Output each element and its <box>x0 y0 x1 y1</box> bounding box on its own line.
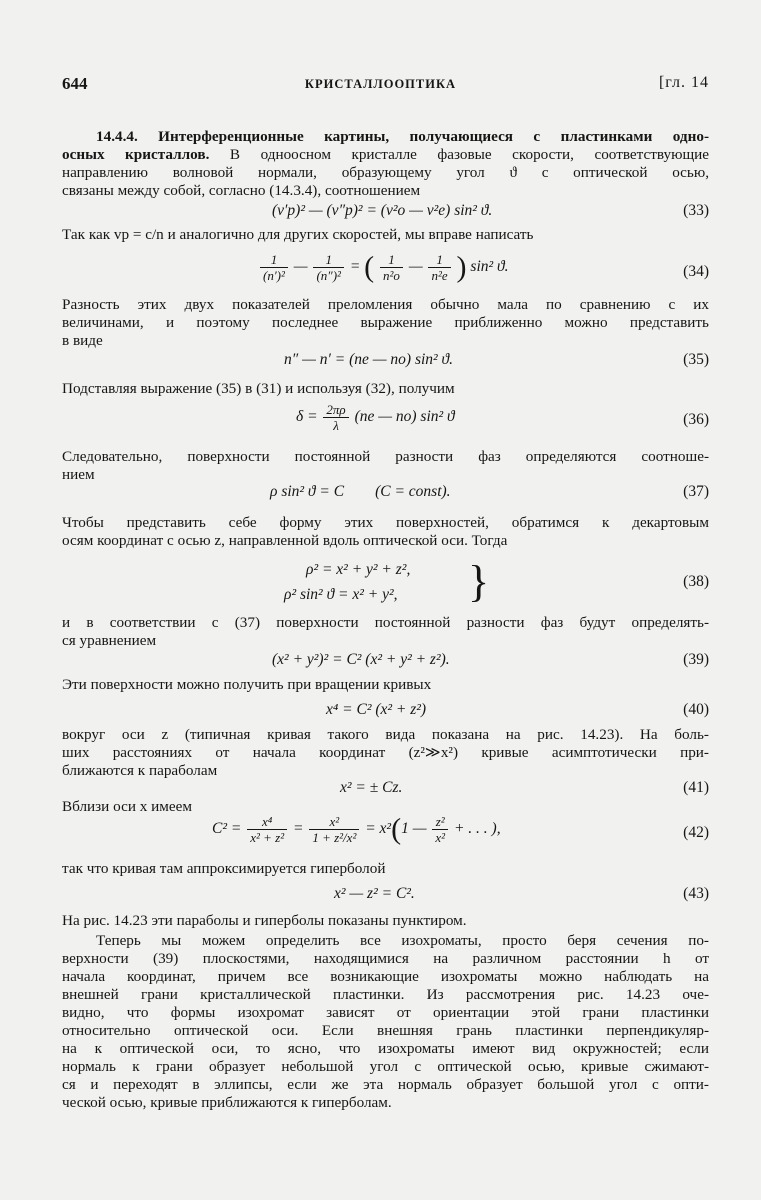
text-line: ся уравнением <box>62 632 157 649</box>
equation-number: (34) <box>683 263 709 280</box>
equation-42: C² = $\frac{\text{x⁴}}{\text{x² + z²}}$ = $\frac{\text{x²}}{\text{1 + z²/x²}}$ = x²(1 — $\frac{\text{z²}}{\text{x²}}$ + . . . ), (42) <box>212 812 709 846</box>
section-text-line3: связаны между собой, согласно (14.3.4), соотношением <box>62 182 421 199</box>
equation-34: $\frac{1}{\text{(n′)²}}$ — $\frac{1}{\text{(n″)²}}$ = ( $\frac{1}{\text{n²o}}$ — $\frac{1}{\text{n²e}}$ ) sin² ϑ. (34) <box>0 252 761 292</box>
section-heading-line2 <box>62 146 709 164</box>
equation-number: (42) <box>683 824 709 841</box>
chapter-reference: [гл. 14 <box>658 74 709 91</box>
equation-number: (35) <box>683 351 709 368</box>
paragraph-line: верхности (39) плоскостями, находящимися на различном расстоянии h от <box>62 950 709 967</box>
section-heading-cont: осных кристаллов. <box>62 146 210 163</box>
text-line: ших расстояниях от начала координат (z²≫x²) кривые асимптотически при- <box>62 744 709 761</box>
text-line: Подставляя выражение (35) в (31) и используя (32), получим <box>62 380 455 397</box>
text-line: нием <box>62 466 95 483</box>
page-number: 644 <box>62 74 88 93</box>
section-text-line1: В одноосном кристалле фазовые скорости, соответствующие <box>229 146 710 163</box>
section-heading: 14.4.4. Интерференционные картины, получающиеся с пластинками одно- <box>96 128 709 145</box>
text-line: Эти поверхности можно получить при вращении кривых <box>62 676 432 693</box>
text-line: Разность этих двух показателей преломления обычно мала по сравнению с их <box>62 296 709 313</box>
book-page: 644 КРИСТАЛЛООПТИКА [гл. 14 14.4.4. Интерференционные картины, получающиеся с пластинками одно- осных кристаллов. В одноосном кристалле фазовые скорости, соответствующие направлению волновой нормали, образующему угол ϑ с оптической осью, связаны между собой, согласно (14.3.4), соотношением (v′p)² — (v″p)² = (v²o — v²e) sin² ϑ. (33) Так как vp = c/n и аналогично для других скоростей, мы вправе написать $\frac{1}{\text{(n′)²}}$ — $\frac{1}{\text{(n″)²}}$ = ( $\frac{1}{\text{n²o}}$ — $\frac{1}{\text{n²e}}$ ) sin² ϑ. (34) Разность этих двух показателей преломления обычно мала по сравнению с их величинами, и поэтому последнее выражение приближенно можно представить в виде n″ — n′ = (ne — no) sin² ϑ. (35) Подставляя выражение (35) в (31) и используя (32), получим δ = $\frac{2\pi\rho}{\lambda}$ (ne — no) sin² ϑ (36) Следовательно, поверхности постоянной разности фаз определяются соотноше- нием ρ sin² ϑ = C (C = const). (37) Чтобы представить себе форму этих поверхностей, обратимся к декартовым осям координат с осью z, направленной вдоль оптической оси. Тогда ρ² = x² + y² + z², ρ² sin² ϑ = x² + y², } (38) и в соответствии с (37) поверхности постоянной разности фаз будут определять- ся уравнением (x² + y²)² = C² (x² + y² + z²). (39) Эти поверхности можно получить при вращении кривых x⁴ = C² (x² + z²) (40) вокруг оси z (типичная кривая такого вида показана на рис. 14.23). На боль- ших расстояниях от начала координат (z²≫x²) кривые асимптотически при- ближаются к параболам x² = ± Cz. (41) Вблизи оси x имеем C² = $\frac{\text{x⁴}}{\text{x² + z²}}$ = $\frac{\text{x²}}{\text{1 + z²/x²}}$ = x²(1 — $\frac{\text{z²}}{\text{x²}}$ + . . . ), (42) так что кривая там аппроксимируется гиперболой x² — z² = C². (43) На рис. 14.23 эти параболы и гиперболы показаны пунктиром. Теперь мы можем определить все изохроматы, просто беря сечения по- верхности (39) плоскостями, находящимися на различном расстоянии h от начала координат, причем все возникающие изохроматы можно наблюдать на внешней грани кристаллической пластинки. Из рассмотрения рис. 14.23 оче- видно, что формы изохромат зависят от ориентации этой грани пластинки относительно оптической оси. Если внешняя грань пластинки перпендикуляр- на к оптической оси, то ясно, что изохроматы имеют вид окружностей; если нормаль к грани образует небольшой угол с оптической осью, кривые сжимают- ся и переходят в эллипсы, если же эта нормаль образует большой угол с опти- ческой осью, кривые приближаются к гиперболам. <box>0 0 761 1200</box>
text-line: вокруг оси z (типичная кривая такого вида показана на рис. 14.23). На боль- <box>62 726 709 743</box>
text-line: так что кривая там аппроксимируется гиперболой <box>62 860 386 877</box>
text-line: Вблизи оси x имеем <box>62 798 192 815</box>
equation-36: δ = $\frac{2\pi\rho}{\lambda}$ (ne — no) sin² ϑ (36) <box>296 402 709 433</box>
text-line: в виде <box>62 332 103 349</box>
text-line: Чтобы представить себе форму этих поверхностей, обратимся к декартовым <box>62 514 709 531</box>
section-text-line2: направлению волновой нормали, образующему угол ϑ с оптической осью, <box>62 164 709 181</box>
equation-number: (39) <box>683 651 709 668</box>
paragraph-line: на к оптической оси, то ясно, что изохроматы имеют вид окружностей; если <box>62 1040 709 1057</box>
text-line: ближаются к параболам <box>62 762 218 779</box>
equation-number: (41) <box>683 779 709 796</box>
paragraph-line: Теперь мы можем определить все изохроматы, просто беря сечения по- <box>96 932 709 949</box>
paragraph-line: внешней грани кристаллической пластинки. Из рассмотрения рис. 14.23 оче- <box>62 986 709 1003</box>
paragraph-line: нормаль к грани образует небольшой угол с оптической осью, кривые сжимают- <box>62 1058 709 1075</box>
equation-number: (38) <box>683 573 709 590</box>
equation-number: (36) <box>683 411 709 428</box>
equation-number: (43) <box>683 885 709 902</box>
paragraph-line: ся и переходят в эллипсы, если же эта нормаль образует большой угол с опти- <box>62 1076 709 1093</box>
paragraph-line: видно, что формы изохромат зависят от ориентации этой грани пластинки <box>62 1004 709 1021</box>
brace-symbol: } <box>468 557 490 606</box>
equation-number: (40) <box>683 701 709 718</box>
equation-number: (33) <box>683 202 709 219</box>
text-line: и в соответствии с (37) поверхности постоянной разности фаз будут определять- <box>62 614 709 631</box>
text-line: На рис. 14.23 эти параболы и гиперболы показаны пунктиром. <box>62 912 467 929</box>
paragraph-line: ческой осью, кривые приближаются к гиперболам. <box>62 1094 392 1111</box>
text-line: величинами, и поэтому последнее выражение приближенно можно представить <box>62 314 709 331</box>
paragraph-line: начала координат, причем все возникающие изохроматы можно наблюдать на <box>62 968 709 985</box>
paragraph-line: относительно оптической оси. Если внешняя грань пластинки перпендикуляр- <box>62 1022 709 1039</box>
text-line: Так как vp = c/n и аналогично для других скоростей, мы вправе написать <box>62 226 534 243</box>
equation-number: (37) <box>683 483 709 500</box>
running-title: КРИСТАЛЛООПТИКА <box>304 77 457 91</box>
text-line: осям координат с осью z, направленной вдоль оптической оси. Тогда <box>62 532 508 549</box>
text-line: Следовательно, поверхности постоянной разности фаз определяются соотноше- <box>62 448 709 465</box>
